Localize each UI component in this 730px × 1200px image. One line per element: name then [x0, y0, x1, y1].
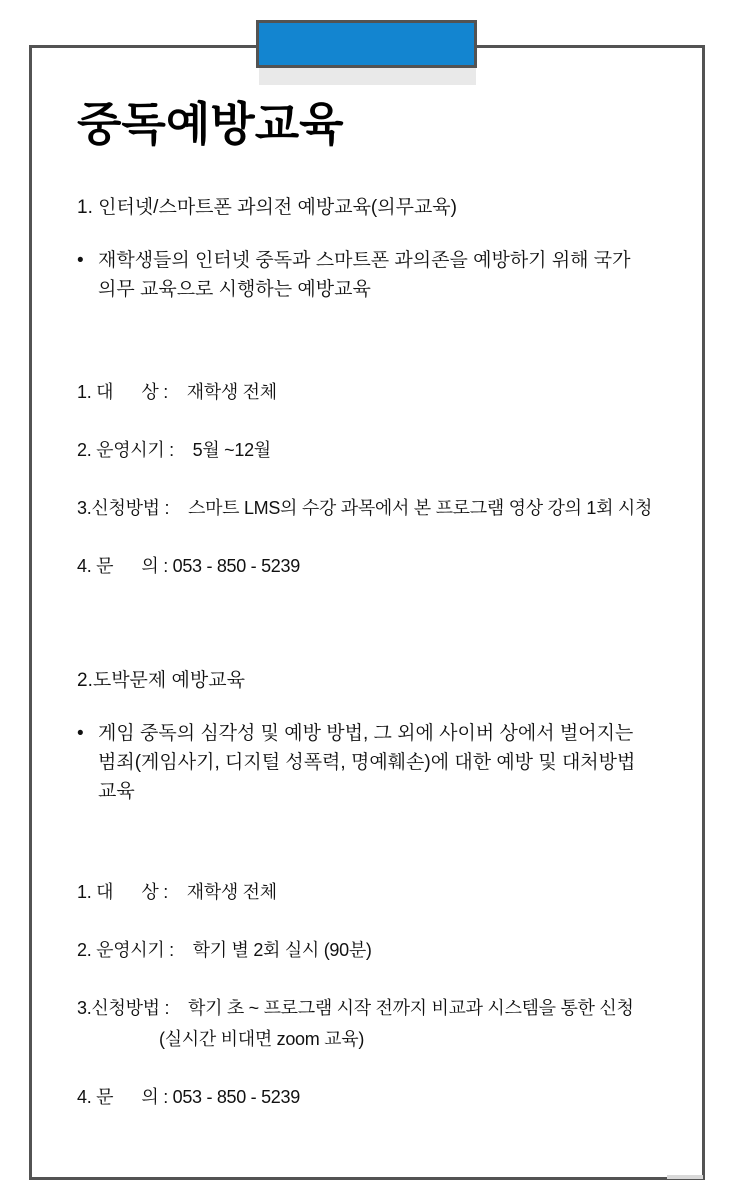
bullet-text-line: 재학생들의 인터넷 중독과 스마트폰 과의존을 예방하기 위해 국가 [98, 250, 631, 272]
card-corner-shadow [667, 1175, 703, 1179]
list-item-target [77, 380, 684, 405]
bullet-item [77, 246, 684, 304]
list-item-value: 053 - 850 - 5239 [172, 1087, 300, 1108]
top-tab-shadow [259, 68, 476, 85]
section-heading: 2.도박문제 예방교육 [77, 670, 245, 692]
bullet-icon: • [77, 250, 84, 272]
bullet-text-line: 교육 [98, 781, 135, 803]
list-item-value: 5월 ~12월 [192, 440, 271, 461]
section-gambling [77, 667, 684, 1110]
bullet-text-line: 게임 중독의 심각성 및 예방 방법, 그 외에 사이버 상에서 벌어지는 [98, 723, 634, 745]
list-item-label: 3.신청방법 : [77, 498, 188, 519]
list-item-label: 4. 문 의 : [77, 556, 173, 577]
bullet-item [77, 719, 684, 806]
content-card [29, 45, 705, 1180]
bullet-text-line: 범죄(게임사기, 디지털 성폭력, 명예훼손)에 대한 예방 및 대처방법 [98, 752, 636, 774]
list-item-contact [77, 554, 684, 579]
list-item-value: 재학생 전체 [186, 882, 277, 903]
bullet-text [98, 246, 631, 304]
list-item-label: 4. 문 의 : [77, 1087, 173, 1108]
top-tab [256, 20, 477, 68]
list-item-value: 053 - 850 - 5239 [172, 556, 300, 577]
section-heading: 1. 인터넷/스마트폰 과의전 예방교육(의무교육) [77, 197, 457, 219]
list-item-label: 1. 대 상 : [77, 882, 187, 903]
bullet-text-line: 의무 교육으로 시행하는 예방교육 [98, 279, 371, 301]
bullet-text [98, 719, 635, 806]
list-item-period [77, 938, 684, 963]
section-internet-smartphone [77, 194, 684, 579]
bullet-icon: • [77, 723, 84, 745]
list-item-value: 학기 별 2회 실시 (90분) [192, 940, 372, 961]
list-item-period [77, 438, 684, 463]
list-item-label: 3.신청방법 : [77, 998, 188, 1019]
list-item-contact [77, 1085, 684, 1110]
list-item-target [77, 880, 684, 905]
list-item-value: 재학생 전체 [186, 382, 277, 403]
list-item-value: 학기 초 ~ 프로그램 시작 전까지 비교과 시스템을 통한 신청 [187, 998, 634, 1019]
list-item-label: 1. 대 상 : [77, 382, 187, 403]
detail-list [77, 880, 684, 1110]
list-item-value: 스마트 LMS의 수강 과목에서 본 프로그램 영상 강의 1회 시청 [187, 498, 653, 519]
list-item-apply [77, 496, 684, 521]
list-item-label: 2. 운영시기 : [77, 940, 193, 961]
page-title: 중독예방교육 [77, 98, 344, 150]
list-item-apply [77, 996, 684, 1052]
detail-list [77, 380, 684, 579]
list-item-value-line2: (실시간 비대면 zoom 교육) [159, 1029, 365, 1050]
list-item-label: 2. 운영시기 : [77, 440, 193, 461]
